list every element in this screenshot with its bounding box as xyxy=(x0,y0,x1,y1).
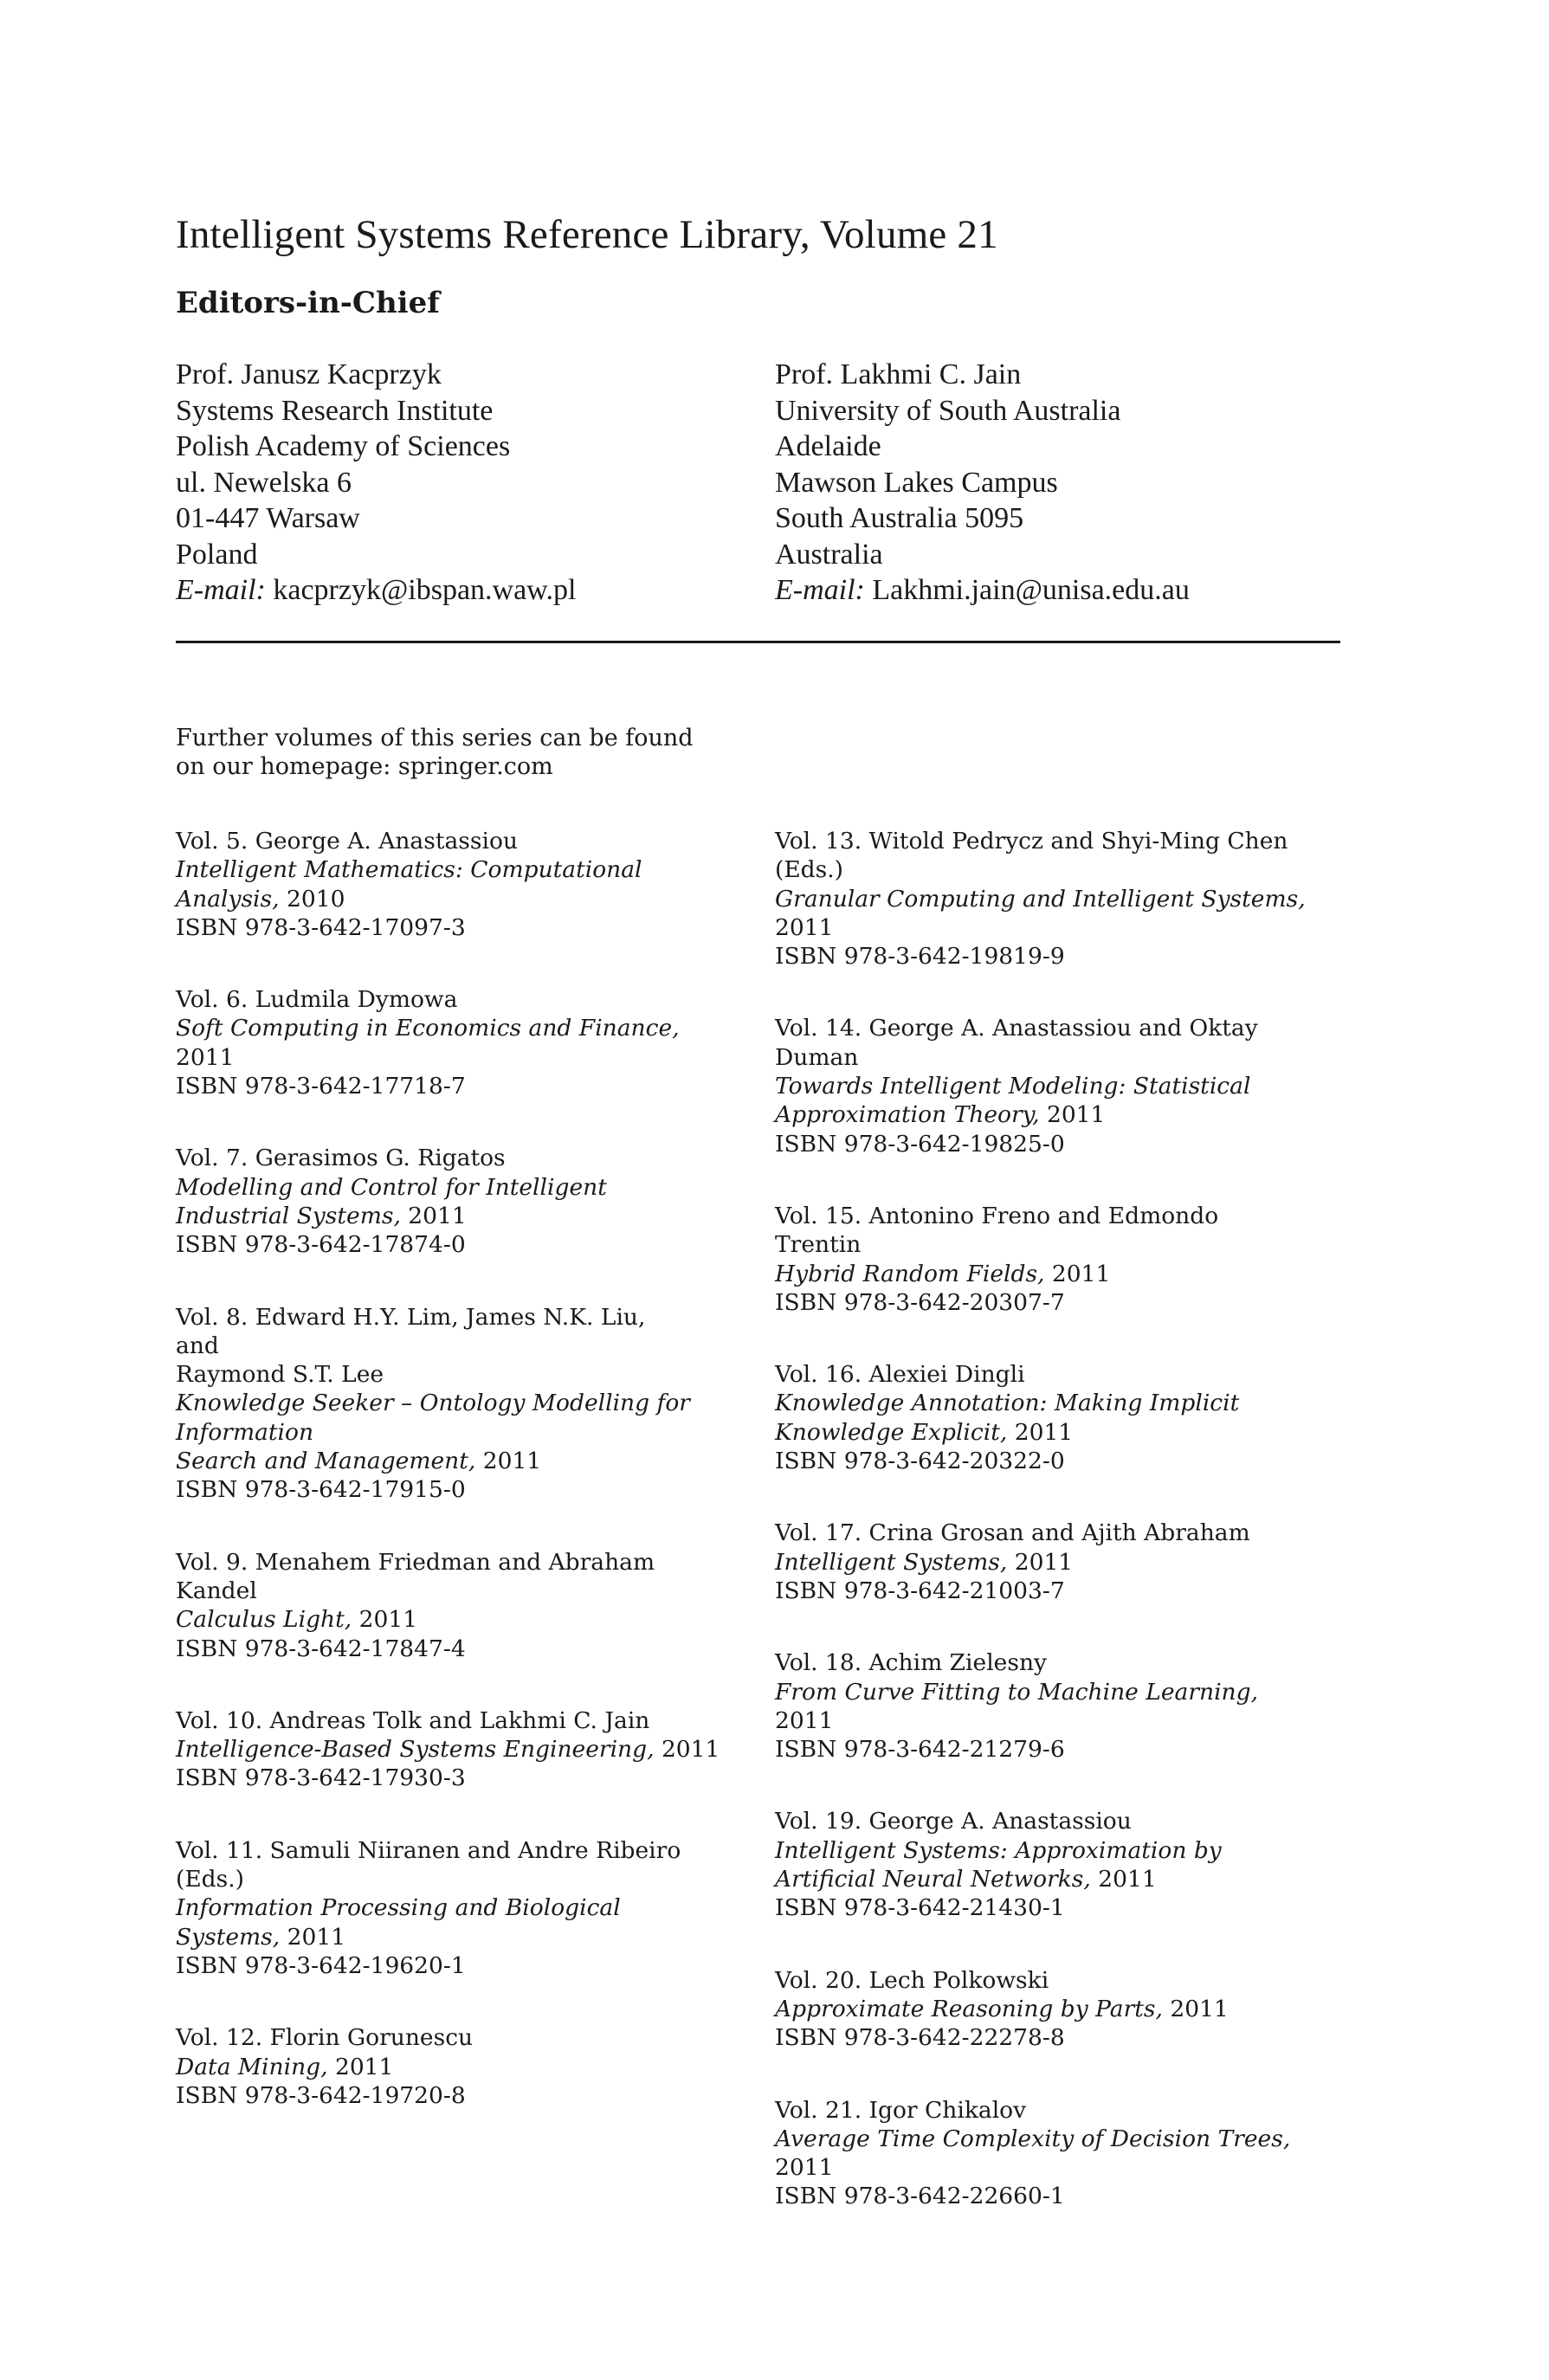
volume-title-line xyxy=(775,1100,1381,1129)
further-line: on our homepage: springer.com xyxy=(176,753,553,780)
volume-entry xyxy=(775,1360,1381,1475)
volume-title: Approximation Theory, xyxy=(775,1101,1040,1129)
further-volumes-note xyxy=(176,724,694,781)
volume-isbn: ISBN 978-3-642-21430-1 xyxy=(775,1894,1065,1922)
volume-title: Intelligence-Based Systems Engineering, xyxy=(176,1736,655,1764)
volume-isbn: ISBN 978-3-642-20322-0 xyxy=(775,1448,1065,1475)
volume-year: 2011 xyxy=(1039,1101,1106,1129)
volume-isbn: ISBN 978-3-642-19819-9 xyxy=(775,943,1065,971)
volume-author-line: Duman xyxy=(775,1043,859,1071)
volume-year: 2011 xyxy=(775,913,834,941)
volume-entry xyxy=(775,1519,1381,1605)
volume-author-line: Vol. 9. Menahem Friedman and Abraham xyxy=(176,1548,655,1576)
volume-title-line xyxy=(176,1202,782,1230)
volume-author-line: Vol. 5. George A. Anastassiou xyxy=(176,828,518,855)
volume-isbn: ISBN 978-3-642-21003-7 xyxy=(775,1577,1065,1604)
email-label: E-mail: xyxy=(176,574,266,606)
volume-title: Hybrid Random Fields, xyxy=(775,1260,1045,1287)
volume-year: 2011 xyxy=(1007,1548,1074,1576)
volume-year: 2011 xyxy=(352,1606,418,1634)
volume-author-line: Vol. 20. Lech Polkowski xyxy=(775,1966,1049,1994)
volume-title-line xyxy=(176,885,782,913)
volume-title: Average Time Complexity of Decision Trees, xyxy=(775,2125,1291,2152)
volume-isbn: ISBN 978-3-642-22660-1 xyxy=(775,2183,1065,2210)
volume-year: 2011 xyxy=(327,2053,394,2080)
volume-author-line: Vol. 7. Gerasimos G. Rigatos xyxy=(176,1145,506,1172)
volume-title-line xyxy=(176,1173,782,1202)
editor-email-line xyxy=(775,572,1381,609)
volume-entry xyxy=(775,1014,1381,1158)
volume-author-line: Vol. 17. Crina Grosan and Ajith Abraham xyxy=(775,1519,1250,1547)
editor-block-jain xyxy=(775,357,1381,609)
volume-list-left xyxy=(176,827,782,2153)
volume-year: 2011 xyxy=(1090,1866,1157,1893)
volume-title-line xyxy=(775,1072,1381,1100)
volume-title: Information Processing and Biological xyxy=(176,1894,621,1922)
volume-isbn: ISBN 978-3-642-19620-1 xyxy=(176,1951,466,1979)
volume-author-line: Kandel xyxy=(176,1577,257,1604)
volume-title: Modelling and Control for Intelligent xyxy=(176,1173,607,1201)
editors-in-chief-heading: Editors-in-Chief xyxy=(176,286,440,320)
volume-title: Calculus Light, xyxy=(176,1606,352,1634)
volume-title: Approximate Reasoning by Parts, xyxy=(775,1995,1163,2022)
volume-author-line: Vol. 8. Edward H.Y. Lim, James N.K. Liu, xyxy=(176,1303,646,1331)
volume-author-line: Vol. 14. George A. Anastassiou and Oktay xyxy=(775,1015,1258,1042)
volume-title: Intelligent Mathematics: Computational xyxy=(176,856,642,884)
volume-isbn: ISBN 978-3-642-19825-0 xyxy=(775,1130,1065,1158)
volume-title-line xyxy=(775,1995,1381,2023)
volume-year: 2011 xyxy=(400,1202,467,1229)
volume-title-line xyxy=(775,1418,1381,1447)
volume-isbn: ISBN 978-3-642-17874-0 xyxy=(176,1231,466,1259)
editor-campus: Mawson Lakes Campus xyxy=(775,466,1058,499)
editor-city: 01-447 Warsaw xyxy=(176,502,360,534)
volume-entry xyxy=(176,1548,782,1663)
editor-email-line xyxy=(176,572,782,609)
volume-title: Granular Computing and Intelligent Systems, xyxy=(775,885,1306,913)
volume-author-line: Vol. 18. Achim Zielesny xyxy=(775,1649,1047,1677)
volume-isbn: ISBN 978-3-642-19720-8 xyxy=(176,2081,466,2109)
volume-title-line xyxy=(775,1836,1381,1865)
volume-title-line xyxy=(176,1893,782,1922)
volume-title-line xyxy=(775,2125,1381,2153)
volume-title-line xyxy=(176,1605,782,1634)
volume-author-line: Vol. 15. Antonino Freno and Edmondo xyxy=(775,1202,1219,1229)
editor-institution: Systems Research Institute xyxy=(176,394,494,427)
volume-title-line xyxy=(775,1548,1381,1577)
volume-title: Towards Intelligent Modeling: Statistical xyxy=(775,1073,1251,1100)
volume-title-line xyxy=(775,1260,1381,1288)
volume-title: Industrial Systems, xyxy=(176,1202,401,1229)
volume-entry xyxy=(775,1202,1381,1317)
volume-isbn: ISBN 978-3-642-17718-7 xyxy=(176,1073,466,1100)
volume-list-right xyxy=(775,827,1381,2254)
volume-author-line: Vol. 21. Igor Chikalov xyxy=(775,2096,1027,2124)
volume-year: 2011 xyxy=(654,1736,720,1764)
volume-title: Systems, xyxy=(176,1923,281,1951)
volume-title: Information xyxy=(176,1418,314,1446)
volume-title: Soft Computing in Economics and Finance, xyxy=(176,1015,680,1042)
editor-street: ul. Newelska 6 xyxy=(176,466,352,499)
editor-country: Australia xyxy=(775,538,883,571)
editor-institution: University of South Australia xyxy=(775,394,1121,427)
volume-year: 2011 xyxy=(1007,1418,1074,1446)
series-title: Intelligent Systems Reference Library, Volume 21 xyxy=(176,212,998,257)
horizontal-divider xyxy=(176,641,1340,643)
volume-title-line xyxy=(176,1735,782,1764)
volume-author-line: (Eds.) xyxy=(775,856,844,884)
volume-isbn: ISBN 978-3-642-20307-7 xyxy=(775,1288,1065,1316)
volume-entry xyxy=(176,1144,782,1259)
volume-isbn: ISBN 978-3-642-17097-3 xyxy=(176,913,466,941)
volume-author-line: Vol. 16. Alexiei Dingli xyxy=(775,1361,1025,1389)
email-label: E-mail: xyxy=(775,574,865,606)
volume-author-line: Vol. 11. Samuli Niiranen and Andre Ribeiro xyxy=(176,1836,681,1864)
volume-author-line: Raymond S.T. Lee xyxy=(176,1361,384,1389)
volume-title: Knowledge Explicit, xyxy=(775,1418,1008,1446)
volume-year: 2011 xyxy=(775,2154,834,2182)
volume-entry xyxy=(176,2023,782,2110)
volume-title: Artificial Neural Networks, xyxy=(775,1866,1091,1893)
volume-title-line xyxy=(775,1678,1381,1706)
volume-title-line xyxy=(176,1418,782,1447)
volume-author-line: Vol. 6. Ludmila Dymowa xyxy=(176,986,458,1014)
volume-title-line xyxy=(176,2053,782,2081)
volume-entry xyxy=(176,1706,782,1793)
volume-title: Knowledge Annotation: Making Implicit xyxy=(775,1390,1240,1417)
volume-title-line xyxy=(176,1014,782,1042)
volume-entry xyxy=(775,1966,1381,2053)
email-address: Lakhmi.jain@unisa.edu.au xyxy=(872,574,1190,606)
volume-title-line xyxy=(775,1865,1381,1893)
editor-name: Prof. Janusz Kacprzyk xyxy=(176,358,442,390)
volume-title: Search and Management, xyxy=(176,1448,476,1475)
editor-name: Prof. Lakhmi C. Jain xyxy=(775,358,1022,390)
volume-entry xyxy=(775,827,1381,971)
volume-year: 2011 xyxy=(176,1043,235,1071)
volume-isbn: ISBN 978-3-642-17930-3 xyxy=(176,1764,466,1792)
further-line: Further volumes of this series can be found xyxy=(176,725,694,751)
volume-author-line: Trentin xyxy=(775,1231,862,1259)
volume-title: Intelligent Systems: Approximation by xyxy=(775,1836,1222,1864)
volume-entry xyxy=(775,1807,1381,1922)
volume-title: Intelligent Systems, xyxy=(775,1548,1008,1576)
volume-title-line xyxy=(176,1923,782,1951)
editor-block-kacprzyk xyxy=(176,357,782,609)
volume-year: 2010 xyxy=(279,885,345,913)
volume-title: Analysis, xyxy=(176,885,280,913)
volume-entry xyxy=(176,1836,782,1980)
editor-state: South Australia 5095 xyxy=(775,502,1024,534)
volume-isbn: ISBN 978-3-642-17915-0 xyxy=(176,1476,466,1504)
editor-country: Poland xyxy=(176,538,258,571)
volume-author-line: Vol. 13. Witold Pedrycz and Shyi-Ming Chen xyxy=(775,828,1288,855)
volume-title-line xyxy=(775,885,1381,913)
email-address: kacprzyk@ibspan.waw.pl xyxy=(273,574,577,606)
volume-title: Knowledge Seeker – Ontology Modelling for xyxy=(176,1390,690,1417)
editor-city: Adelaide xyxy=(775,430,881,462)
volume-isbn: ISBN 978-3-642-17847-4 xyxy=(176,1635,466,1662)
editor-organization: Polish Academy of Sciences xyxy=(176,430,511,462)
volume-year: 2011 xyxy=(1044,1260,1111,1287)
volume-title-line xyxy=(176,1447,782,1475)
volume-title: Data Mining, xyxy=(176,2053,328,2080)
volume-isbn: ISBN 978-3-642-22278-8 xyxy=(775,2024,1065,2052)
volume-author-line: and xyxy=(176,1332,219,1359)
volume-entry xyxy=(176,985,782,1100)
volume-title-line xyxy=(775,1389,1381,1417)
volume-author-line: Vol. 12. Florin Gorunescu xyxy=(176,2024,474,2052)
volume-year: 2011 xyxy=(280,1923,346,1951)
volume-title: From Curve Fitting to Machine Learning, xyxy=(775,1678,1259,1706)
volume-year: 2011 xyxy=(1162,1995,1229,2022)
volume-author-line: (Eds.) xyxy=(176,1866,245,1893)
volume-year: 2011 xyxy=(475,1448,542,1475)
volume-entry xyxy=(176,1303,782,1505)
volume-entry xyxy=(775,2096,1381,2211)
volume-entry xyxy=(176,827,782,942)
volume-author-line: Vol. 10. Andreas Tolk and Lakhmi C. Jain xyxy=(176,1706,650,1734)
volume-year: 2011 xyxy=(775,1706,834,1734)
volume-isbn: ISBN 978-3-642-21279-6 xyxy=(775,1736,1065,1764)
volume-author-line: Vol. 19. George A. Anastassiou xyxy=(775,1808,1132,1835)
volume-entry xyxy=(775,1648,1381,1764)
volume-title-line xyxy=(176,855,782,884)
volume-title-line xyxy=(176,1389,782,1417)
